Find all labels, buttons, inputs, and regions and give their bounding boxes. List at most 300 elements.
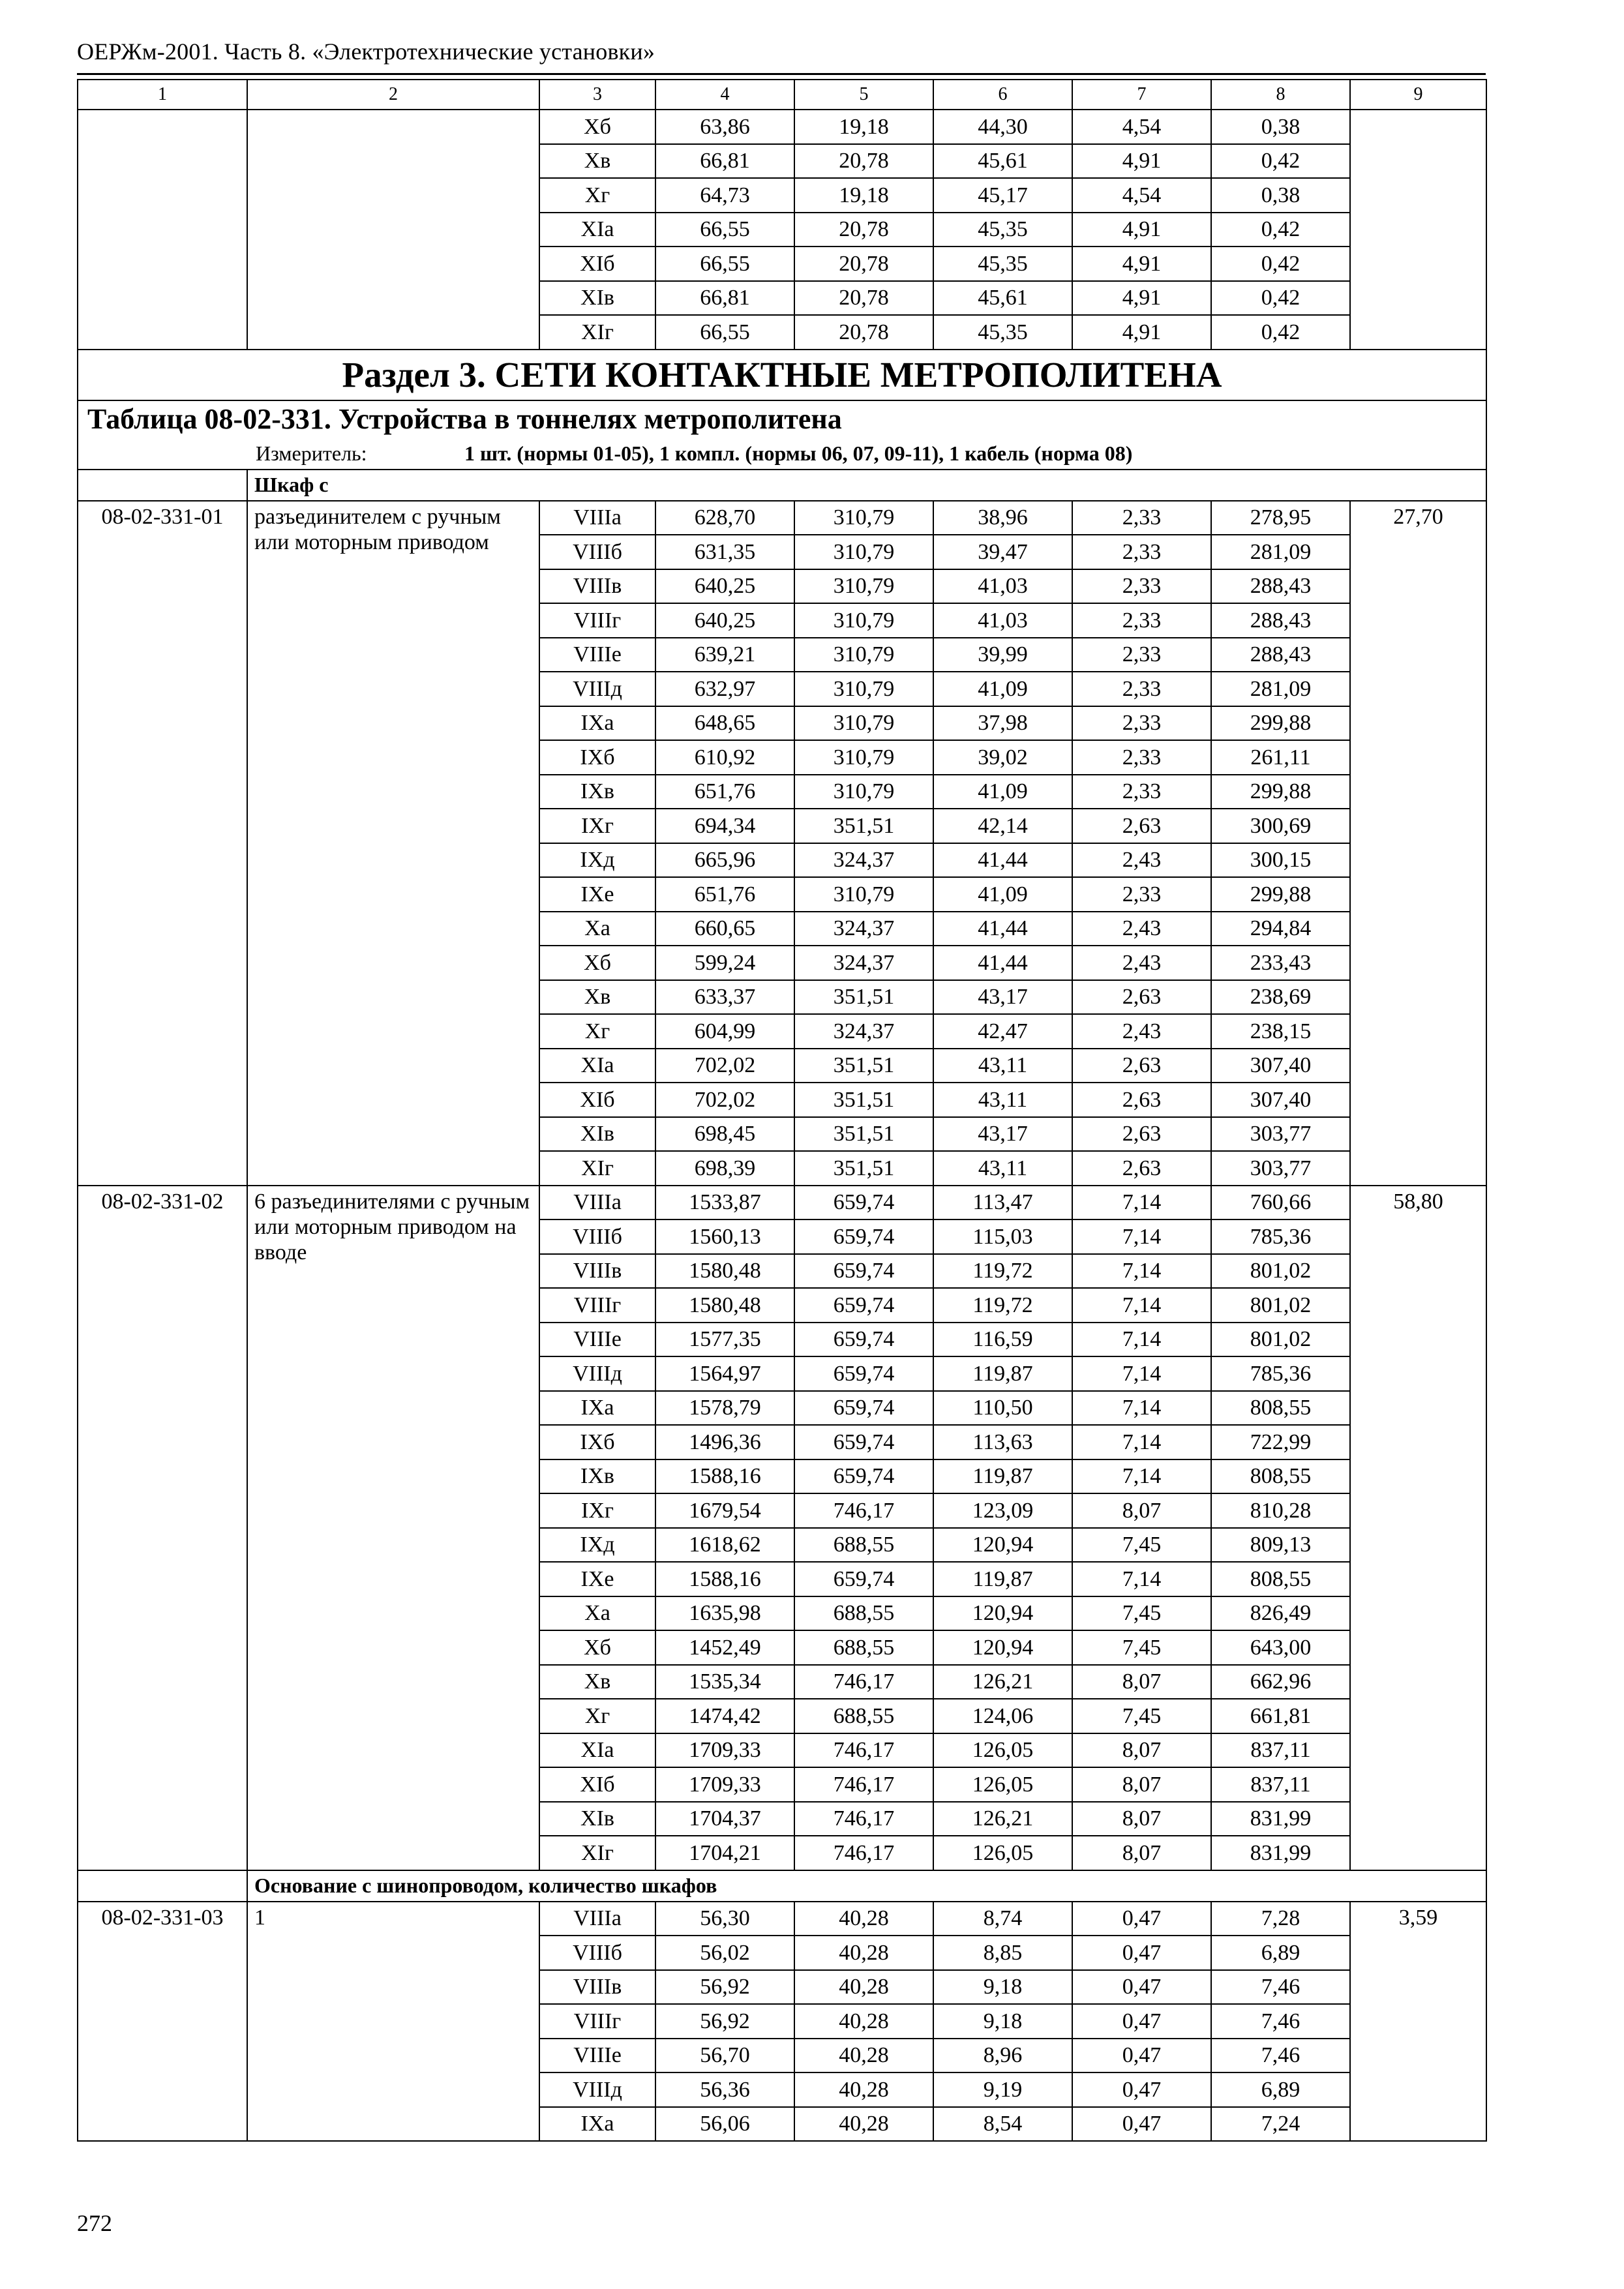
column-number: 3 [539,80,655,110]
cell-col-7: 2,33 [1072,672,1211,706]
cell-col-4: 1618,62 [655,1528,794,1563]
cell-col-3: VIIIа [539,1186,655,1220]
cell-col-7: 2,63 [1072,1049,1211,1083]
cell-col-8: 278,95 [1211,501,1350,535]
cell-col-8: 808,55 [1211,1459,1350,1494]
cell-col-5: 324,37 [794,912,933,946]
cell-col-7: 2,43 [1072,1014,1211,1049]
cell-col-6: 45,61 [933,281,1072,316]
cell-col-6: 126,05 [933,1836,1072,1870]
cell-col-6: 41,09 [933,877,1072,912]
cell-col-7: 7,14 [1072,1356,1211,1391]
cell-col-6: 126,05 [933,1733,1072,1768]
cell-col-8: 7,24 [1211,2107,1350,2142]
cell-col-5: 40,28 [794,2072,933,2107]
cell-col-4: 1704,37 [655,1802,794,1836]
cell-col-5: 746,17 [794,1802,933,1836]
cell-col-4: 651,76 [655,877,794,912]
cell-col-5: 19,18 [794,178,933,213]
cell-col-5: 351,51 [794,1083,933,1117]
cell-col-5: 659,74 [794,1219,933,1254]
cell-col-5: 688,55 [794,1630,933,1665]
cell-col-8: 810,28 [1211,1493,1350,1528]
cell-col-3: IXб [539,1425,655,1459]
cell-col-5: 659,74 [794,1288,933,1323]
cell-col-4: 66,55 [655,315,794,350]
cell-col-4: 56,92 [655,1970,794,2005]
group-label-row [78,1870,1486,1902]
cell-col-3: VIIIб [539,535,655,569]
cell-col-6: 45,35 [933,247,1072,281]
cell-col-3: Хб [539,1630,655,1665]
cell-col-4: 64,73 [655,178,794,213]
cell-col-5: 746,17 [794,1836,933,1870]
cell-col-6: 43,17 [933,980,1072,1015]
cell-col-8: 0,42 [1211,144,1350,179]
cell-col-8: 299,88 [1211,706,1350,741]
cell-col-7: 2,43 [1072,912,1211,946]
column-number: 4 [655,80,794,110]
cell-col-3: Хг [539,178,655,213]
cell-col-8: 238,15 [1211,1014,1350,1049]
cell-col-5: 310,79 [794,877,933,912]
cell-col-6: 110,50 [933,1391,1072,1426]
cell-col-5: 40,28 [794,2004,933,2039]
cell-col-3: VIIIв [539,569,655,604]
cell-col-3: VIIIб [539,1219,655,1254]
cell-col-6: 126,21 [933,1665,1072,1699]
cell-col-8: 801,02 [1211,1323,1350,1357]
cell-col-5: 310,79 [794,740,933,775]
cell-col-4: 665,96 [655,843,794,878]
cell-col-5: 324,37 [794,843,933,878]
cell-col-3: XIв [539,281,655,316]
cell-col-7: 2,43 [1072,946,1211,980]
cell-col-5: 20,78 [794,315,933,350]
cell-col-6: 9,19 [933,2072,1072,2107]
cell-col-4: 1496,36 [655,1425,794,1459]
cell-col-7: 2,63 [1072,980,1211,1015]
cell-col-6: 8,85 [933,1936,1072,1970]
table-row [78,1186,1486,1220]
cell-col-3: XIв [539,1117,655,1152]
cell-col-8: 722,99 [1211,1425,1350,1459]
cell-col-3: XIб [539,1083,655,1117]
cell-col-8: 233,43 [1211,946,1350,980]
cell-col-7: 7,14 [1072,1323,1211,1357]
cell-col-7: 2,33 [1072,706,1211,741]
cell-col-3: IXе [539,1562,655,1596]
cell-col-5: 40,28 [794,1970,933,2005]
cell-col-3: IXб [539,740,655,775]
cell-col-8: 0,42 [1211,213,1350,247]
cell-col-4: 1709,33 [655,1767,794,1802]
cell-col-8: 294,84 [1211,912,1350,946]
cell-col-8: 643,00 [1211,1630,1350,1665]
cell-col-6: 120,94 [933,1630,1072,1665]
cell-col-4: 1679,54 [655,1493,794,1528]
section-title: Раздел 3. СЕТИ КОНТАКТНЫЕ МЕТРОПОЛИТЕНА [78,350,1486,400]
cell-col-3: Хб [539,946,655,980]
cell-col-8: 837,11 [1211,1733,1350,1768]
cell-col-5: 659,74 [794,1254,933,1289]
cell-col-8: 288,43 [1211,569,1350,604]
cell-col-8: 261,11 [1211,740,1350,775]
cell-col-3: VIIIе [539,1323,655,1357]
running-title: ОЕРЖм-2001. Часть 8. «Электротехнические установки» [77,38,655,65]
cell-col-7: 2,33 [1072,775,1211,809]
cell-col-8: 809,13 [1211,1528,1350,1563]
group-label: Основание с шинопроводом, количество шкафов [247,1870,1486,1902]
cell-col-7: 2,63 [1072,809,1211,843]
cell-col-6: 45,35 [933,213,1072,247]
cell-col-7: 4,91 [1072,247,1211,281]
column-number: 5 [794,80,933,110]
cell-col-6: 42,47 [933,1014,1072,1049]
cell-col-7: 7,45 [1072,1699,1211,1733]
cell-col-5: 659,74 [794,1391,933,1426]
cell-col-8: 785,36 [1211,1356,1350,1391]
cell-col-5: 19,18 [794,110,933,144]
cell-col-8: 760,66 [1211,1186,1350,1220]
group-label: Шкаф с [247,470,1486,501]
table-title-row [78,400,1486,439]
cell-col-3: XIг [539,1836,655,1870]
cell-col-3: IXв [539,1459,655,1494]
cell-col-8: 837,11 [1211,1767,1350,1802]
cell-col-4: 1709,33 [655,1733,794,1768]
cell-col-6: 41,44 [933,843,1072,878]
cell-col-4: 628,70 [655,501,794,535]
cell-col-5: 746,17 [794,1665,933,1699]
cell-col-4: 1533,87 [655,1186,794,1220]
cell-col-4: 1560,13 [655,1219,794,1254]
cell-col-5: 351,51 [794,809,933,843]
cell-col-4: 1535,34 [655,1665,794,1699]
cell-col-8: 662,96 [1211,1665,1350,1699]
cell-col-7: 2,63 [1072,1117,1211,1152]
cell-col-8: 6,89 [1211,1936,1350,1970]
cell-col-6: 9,18 [933,1970,1072,2005]
group-empty-cell [78,1870,247,1902]
cell-col-5: 40,28 [794,2107,933,2142]
group-empty-cell [78,470,247,501]
cell-col-3: IXа [539,1391,655,1426]
cell-col-4: 1580,48 [655,1254,794,1289]
cell-col-3: XIа [539,1733,655,1768]
cell-col-7: 0,47 [1072,1936,1211,1970]
cell-col-3: IXа [539,706,655,741]
cell-col-3: VIIIд [539,2072,655,2107]
cell-col-7: 4,91 [1072,315,1211,350]
cell-col-6: 43,17 [933,1117,1072,1152]
cell-col-3: IXд [539,1528,655,1563]
cell-col-5: 40,28 [794,2039,933,2073]
cell-col-3: VIIIа [539,1902,655,1936]
cell-col-3: VIIIд [539,1356,655,1391]
cell-col-7: 7,14 [1072,1254,1211,1289]
cell-col-6: 37,98 [933,706,1072,741]
cell-col-7: 0,47 [1072,2004,1211,2039]
cell-col-8: 7,46 [1211,2004,1350,2039]
cell-col-5: 659,74 [794,1186,933,1220]
cell-col-6: 43,11 [933,1049,1072,1083]
cell-col-6: 119,87 [933,1356,1072,1391]
cell-col-3: VIIIг [539,603,655,638]
cell-col-4: 1578,79 [655,1391,794,1426]
cell-col-8: 300,15 [1211,843,1350,878]
cell-col-6: 41,09 [933,672,1072,706]
cell-col-4: 1588,16 [655,1459,794,1494]
cell-col-4: 56,30 [655,1902,794,1936]
cell-col-7: 0,47 [1072,1970,1211,2005]
norm-name: 1 [247,1902,539,2142]
cell-col-5: 351,51 [794,980,933,1015]
cell-col-7: 2,33 [1072,638,1211,672]
cell-col-4: 604,99 [655,1014,794,1049]
cell-col-8: 6,89 [1211,2072,1350,2107]
cell-col-5: 659,74 [794,1562,933,1596]
column-number-row [78,80,1486,110]
cell-col-3: XIг [539,1151,655,1186]
cell-col-7: 0,47 [1072,2039,1211,2073]
cell-col-5: 351,51 [794,1151,933,1186]
cell-col-7: 7,14 [1072,1562,1211,1596]
cell-col-7: 2,63 [1072,1083,1211,1117]
cell-col-6: 116,59 [933,1323,1072,1357]
cell-col-3: XIб [539,247,655,281]
cell-col-5: 688,55 [794,1596,933,1631]
group-label-row [78,470,1486,501]
cell-col-5: 20,78 [794,144,933,179]
cell-col-4: 56,02 [655,1936,794,1970]
cell-col-7: 0,47 [1072,2107,1211,2142]
cell-col-8: 0,38 [1211,178,1350,213]
cell-col-6: 120,94 [933,1528,1072,1563]
cell-col-8: 0,42 [1211,247,1350,281]
cell-col-4: 632,97 [655,672,794,706]
unit-value: 1 шт. (нормы 01-05), 1 компл. (нормы 06, 07, 09-11), 1 кабель (норма 08) [464,441,1133,466]
cell-col-7: 7,14 [1072,1459,1211,1494]
column-number: 7 [1072,80,1211,110]
cell-col-8: 831,99 [1211,1836,1350,1870]
table-row [78,1902,1486,1936]
cell-col-7: 7,14 [1072,1219,1211,1254]
cell-col-6: 45,35 [933,315,1072,350]
cell-col-5: 310,79 [794,603,933,638]
cell-col-3: VIIIд [539,672,655,706]
cell-col-4: 66,81 [655,144,794,179]
cell-col-5: 40,28 [794,1936,933,1970]
cell-col-7: 2,33 [1072,603,1211,638]
cell-col-4: 640,25 [655,603,794,638]
cell-col-4: 1580,48 [655,1288,794,1323]
cell-col-5: 40,28 [794,1902,933,1936]
cell-col-5: 688,55 [794,1699,933,1733]
code-cell [78,110,247,350]
cell-col-6: 120,94 [933,1596,1072,1631]
cell-col-7: 2,63 [1072,1151,1211,1186]
cell-col-8: 281,09 [1211,672,1350,706]
cell-col-4: 56,92 [655,2004,794,2039]
cell-col-3: IXе [539,877,655,912]
cell-col-8: 831,99 [1211,1802,1350,1836]
cell-col-8: 307,40 [1211,1049,1350,1083]
cell-col-5: 310,79 [794,775,933,809]
cell-col-6: 119,87 [933,1459,1072,1494]
cell-col-5: 351,51 [794,1049,933,1083]
unit-row [78,439,1486,470]
cell-col-3: VIIIа [539,501,655,535]
cell-col-8: 0,42 [1211,281,1350,316]
cell-col-3: VIIIе [539,638,655,672]
cell-col-4: 702,02 [655,1083,794,1117]
cell-col-7: 4,91 [1072,144,1211,179]
cell-col-7: 0,47 [1072,1902,1211,1936]
cell-col-6: 126,05 [933,1767,1072,1802]
cell-col-8: 808,55 [1211,1391,1350,1426]
cell-col-7: 2,33 [1072,535,1211,569]
cell-col-7: 4,91 [1072,213,1211,247]
cell-col-5: 310,79 [794,535,933,569]
column-number: 9 [1350,80,1486,110]
cell-col-3: VIIIг [539,1288,655,1323]
cell-col-5: 746,17 [794,1767,933,1802]
cell-col-5: 310,79 [794,569,933,604]
cell-col-5: 310,79 [794,501,933,535]
cell-col-8: 0,42 [1211,315,1350,350]
cell-col-4: 56,06 [655,2107,794,2142]
column-number: 6 [933,80,1072,110]
cell-col-8: 801,02 [1211,1254,1350,1289]
cell-col-3: VIIIг [539,2004,655,2039]
norm-code: 08-02-331-03 [78,1902,247,2142]
cell-col-4: 66,55 [655,213,794,247]
cell-col-6: 124,06 [933,1699,1072,1733]
cell-col-4: 648,65 [655,706,794,741]
cell-col-8: 7,46 [1211,2039,1350,2073]
cell-col-6: 8,96 [933,2039,1072,2073]
cell-col-3: XIг [539,315,655,350]
col9-value: 3,59 [1350,1902,1486,2142]
col9-value: 27,70 [1350,501,1486,1186]
cell-col-8: 300,69 [1211,809,1350,843]
cell-col-7: 7,14 [1072,1186,1211,1220]
cell-col-5: 324,37 [794,1014,933,1049]
cell-col-6: 44,30 [933,110,1072,144]
cell-col-7: 0,47 [1072,2072,1211,2107]
cell-col-7: 4,91 [1072,281,1211,316]
cell-col-8: 288,43 [1211,603,1350,638]
cell-col-4: 639,21 [655,638,794,672]
cell-col-7: 2,33 [1072,501,1211,535]
cell-col-6: 45,61 [933,144,1072,179]
table-row [78,501,1486,535]
cell-col-4: 1452,49 [655,1630,794,1665]
cell-col-3: VIIIе [539,2039,655,2073]
cell-col-3: Хв [539,144,655,179]
cell-col-7: 8,07 [1072,1493,1211,1528]
cell-col-4: 66,55 [655,247,794,281]
section-row [78,350,1486,400]
unit-label: Измеритель: [256,441,367,466]
cell-col-5: 20,78 [794,281,933,316]
cell-col-7: 2,33 [1072,877,1211,912]
cell-col-6: 8,74 [933,1902,1072,1936]
table-title: Таблица 08-02-331. Устройства в тоннелях метрополитена [78,400,1486,439]
cell-col-8: 307,40 [1211,1083,1350,1117]
cell-col-7: 8,07 [1072,1767,1211,1802]
cell-col-3: Хг [539,1699,655,1733]
cell-col-7: 7,14 [1072,1288,1211,1323]
cell-col-7: 7,45 [1072,1630,1211,1665]
cell-col-8: 808,55 [1211,1562,1350,1596]
cell-col-5: 20,78 [794,247,933,281]
cell-col-5: 659,74 [794,1356,933,1391]
cell-col-8: 801,02 [1211,1288,1350,1323]
cell-col-6: 113,63 [933,1425,1072,1459]
cell-col-7: 4,54 [1072,110,1211,144]
cell-col-8: 785,36 [1211,1219,1350,1254]
cell-col-5: 310,79 [794,638,933,672]
norm-code: 08-02-331-01 [78,501,247,1186]
header-rule [77,73,1486,75]
cell-col-7: 2,33 [1072,569,1211,604]
cell-col-8: 0,38 [1211,110,1350,144]
cell-col-4: 1588,16 [655,1562,794,1596]
cell-col-3: IXа [539,2107,655,2142]
column-number: 1 [78,80,247,110]
cell-col-3: IXг [539,1493,655,1528]
cell-col-6: 119,72 [933,1254,1072,1289]
cell-col-8: 826,49 [1211,1596,1350,1631]
cell-col-6: 39,47 [933,535,1072,569]
cell-col-6: 123,09 [933,1493,1072,1528]
cell-col-3: Хб [539,110,655,144]
cell-col-3: Хв [539,1665,655,1699]
cell-col-3: Хв [539,980,655,1015]
cell-col-7: 8,07 [1072,1733,1211,1768]
cell-col-4: 660,65 [655,912,794,946]
cell-col-6: 113,47 [933,1186,1072,1220]
cell-col-6: 39,02 [933,740,1072,775]
cell-col-5: 659,74 [794,1459,933,1494]
cell-col-3: IXд [539,843,655,878]
cell-col-6: 45,17 [933,178,1072,213]
cell-col-4: 610,92 [655,740,794,775]
cell-col-7: 8,07 [1072,1836,1211,1870]
cell-col-3: Ха [539,912,655,946]
cell-col-4: 631,35 [655,535,794,569]
cell-col-6: 8,54 [933,2107,1072,2142]
cell-col-5: 310,79 [794,706,933,741]
cell-col-6: 115,03 [933,1219,1072,1254]
cell-col-3: IXв [539,775,655,809]
cell-col-3: XIа [539,1049,655,1083]
cell-col-8: 7,46 [1211,1970,1350,2005]
cell-col-5: 351,51 [794,1117,933,1152]
cell-col-4: 599,24 [655,946,794,980]
cell-col-5: 746,17 [794,1493,933,1528]
cell-col-4: 698,45 [655,1117,794,1152]
cell-col-7: 4,54 [1072,178,1211,213]
cell-col-8: 299,88 [1211,877,1350,912]
cell-col-7: 7,14 [1072,1391,1211,1426]
cell-col-4: 633,37 [655,980,794,1015]
column-number: 8 [1211,80,1350,110]
col9-value: 58,80 [1350,1186,1486,1870]
cell-col-7: 7,45 [1072,1528,1211,1563]
